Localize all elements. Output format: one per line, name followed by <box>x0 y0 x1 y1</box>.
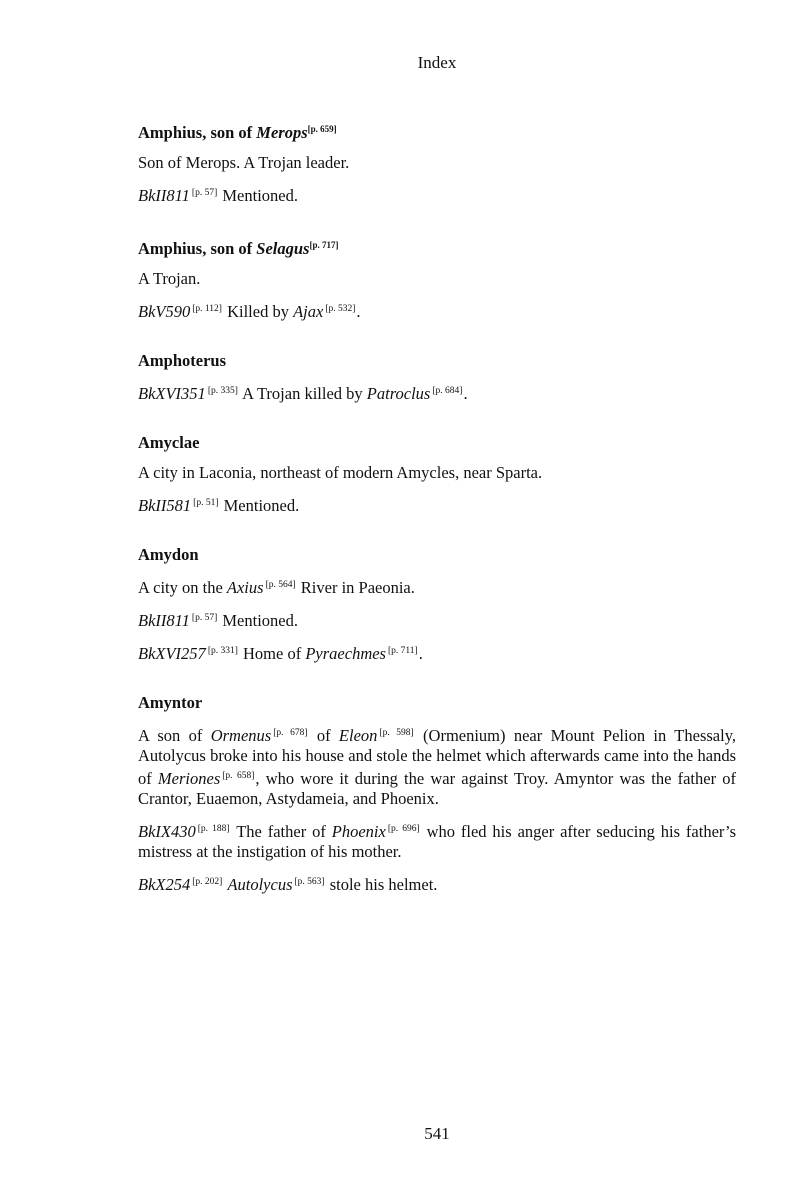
entry-reference <box>138 872 736 895</box>
entry-title: Amydon <box>138 545 199 564</box>
reference-text: . <box>356 302 361 321</box>
entry-title: Amphoterus <box>138 351 227 370</box>
page-ref: [p. 331] <box>207 646 238 656</box>
name-link[interactable]: Phoenix <box>331 822 386 841</box>
name-link[interactable]: Ormenus <box>210 726 272 745</box>
entry-title <box>138 118 736 144</box>
page-ref: [p. 57] <box>191 188 218 198</box>
name-link[interactable]: Patroclus <box>366 384 431 403</box>
index-entry <box>138 350 736 404</box>
page-ref: [p. 112] <box>192 304 222 314</box>
entry-description: A Trojan. <box>138 269 201 288</box>
reference-text: Mentioned. <box>218 186 298 205</box>
reference-text: Killed by <box>222 302 294 321</box>
entry-reference <box>138 299 736 322</box>
reference-text: Home of <box>238 644 306 663</box>
reference-text: stole his helmet. <box>325 875 438 894</box>
name-link[interactable]: Ajax <box>293 302 324 321</box>
entry-reference <box>138 381 736 404</box>
entry-description: A city in Laconia, northeast of modern Amycles, near Sparta. <box>138 463 543 482</box>
page-ref: [p. 598] <box>379 728 414 738</box>
description-text: of <box>308 726 339 745</box>
reference-text: The father of <box>230 822 332 841</box>
reference-text: . <box>463 384 468 403</box>
page-ref: [p. 711] <box>387 646 418 656</box>
reference-text: Mentioned. <box>219 496 300 515</box>
entry-reference <box>138 819 736 862</box>
name-link[interactable]: Autolycus <box>227 875 293 894</box>
index-entry <box>138 118 736 206</box>
title-text: Amphius, son of <box>138 239 257 258</box>
page-ref: [p. 564] <box>265 580 296 590</box>
index-entry <box>138 432 736 516</box>
index-content <box>138 118 736 923</box>
page-ref: [p. 532] <box>325 304 356 314</box>
entry-description: Son of Merops. A Trojan leader. <box>138 153 350 172</box>
title-text: Amphius, son of <box>138 123 257 142</box>
book-ref-link[interactable]: BkIX430 <box>138 822 196 841</box>
reference-text: A Trojan killed by <box>238 384 367 403</box>
book-ref-link[interactable]: BkV590 <box>138 302 191 321</box>
page-ref: [p. 678] <box>273 728 308 738</box>
entry-reference <box>138 608 736 631</box>
page-ref: [p. 684] <box>432 386 463 396</box>
name-link[interactable]: Axius <box>226 578 264 597</box>
page-ref: [p. 57] <box>191 613 218 623</box>
page-ref: [p. 696] <box>387 824 420 834</box>
page-ref: [p. 335] <box>207 386 238 396</box>
description-text: River in Paeonia. <box>296 578 415 597</box>
entry-description <box>138 723 736 809</box>
entry-title <box>138 234 736 260</box>
entry-title: Amyntor <box>138 693 203 712</box>
page-ref: [p. 659] <box>307 124 337 134</box>
name-link[interactable]: Pyraechmes <box>305 644 386 663</box>
description-text: A city on the <box>138 578 227 597</box>
index-entry <box>138 544 736 664</box>
index-entry <box>138 692 736 895</box>
page-ref: [p. 658] <box>222 771 255 781</box>
entry-title: Amyclae <box>138 433 200 452</box>
book-ref-link[interactable]: BkXVI351 <box>138 384 206 403</box>
reference-text: who fled his anger after seducing his father’s mistress at the instigation of his mother. <box>138 822 737 861</box>
book-ref-link[interactable]: BkII581 <box>138 496 192 515</box>
page-ref: [p. 563] <box>294 877 325 887</box>
entry-description <box>138 575 736 598</box>
description-text: A son of <box>138 726 211 745</box>
book-ref-link[interactable]: BkII811 <box>138 611 190 630</box>
entry-reference <box>138 493 736 516</box>
entry-reference <box>138 641 736 664</box>
page-ref: [p. 717] <box>309 240 339 250</box>
reference-text: . <box>418 644 423 663</box>
page-ref: [p. 188] <box>197 824 230 834</box>
name-link[interactable]: Eleon <box>338 726 378 745</box>
index-entry <box>138 234 736 322</box>
book-ref-link[interactable]: BkXVI257 <box>138 644 206 663</box>
book-ref-link[interactable]: BkII811 <box>138 186 190 205</box>
title-italic: Selagus <box>256 239 310 258</box>
title-italic: Merops <box>256 123 308 142</box>
description-text: , who wore it during the war against Troy. Amyntor was the father of Crantor, Euaemon, Astydameia, and Phoenix. <box>138 769 737 808</box>
description-text: (Ormenium) near Mount Pelion in Thessaly, Autolycus broke into his house and stole the helmet which afterwards came into the hands of <box>138 726 737 788</box>
running-header: Index <box>417 53 457 72</box>
page-number: 541 <box>424 1124 450 1143</box>
page-ref: [p. 202] <box>192 877 223 887</box>
page-ref: [p. 51] <box>193 498 219 508</box>
entry-reference <box>138 183 736 206</box>
reference-text: Mentioned. <box>218 611 298 630</box>
name-link[interactable]: Meriones <box>157 769 221 788</box>
book-ref-link[interactable]: BkX254 <box>138 875 191 894</box>
